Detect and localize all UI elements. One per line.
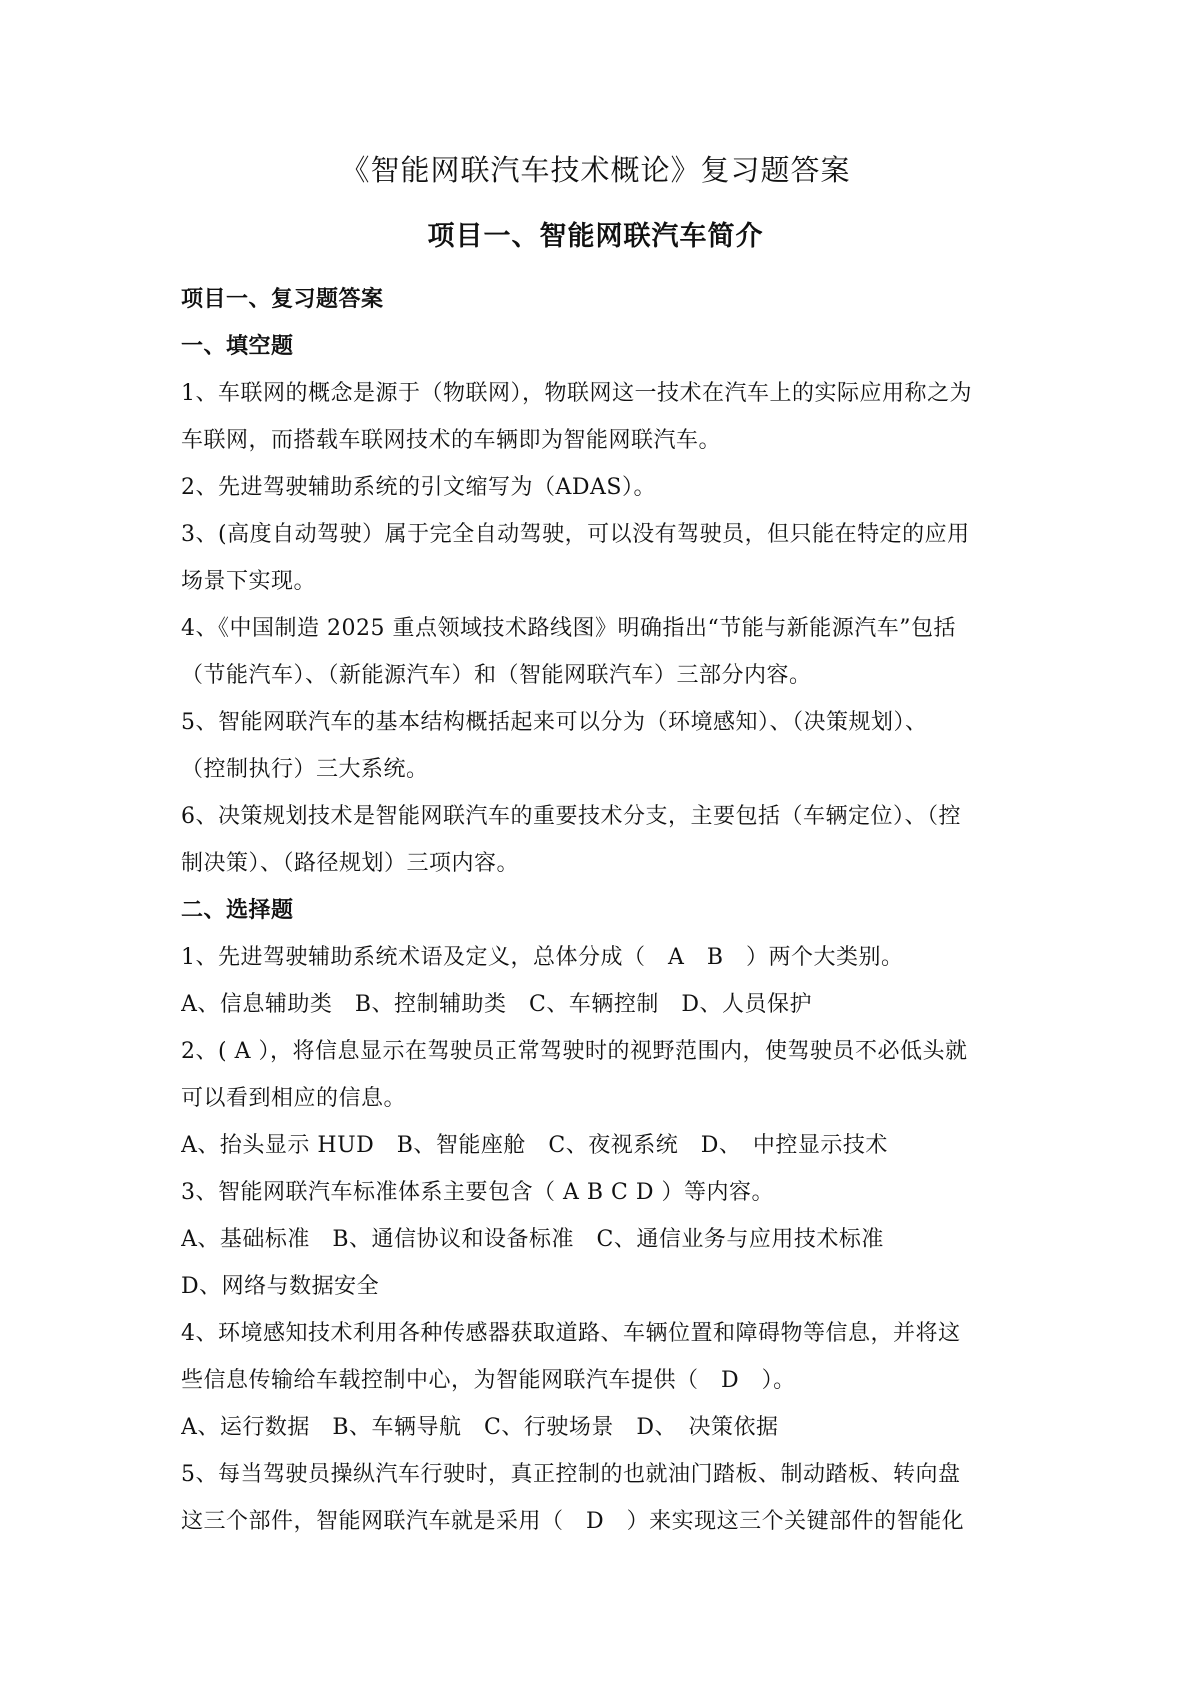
- section-title: 项目一、智能网联汽车简介: [427, 221, 764, 252]
- text-line: 3、(高度自动驾驶）属于完全自动驾驶，可以没有驾驶员，但只能在特定的应用: [181, 522, 970, 547]
- text-line: 场景下实现。: [181, 569, 317, 594]
- text-line: 2、( A ），将信息显示在驾驶员正常驾驶时的视野范围内，使驾驶员不必低头就: [181, 1039, 968, 1064]
- text-line: 些信息传输给车载控制中心，为智能网联汽车提供（ D ）。: [181, 1368, 796, 1393]
- text-line: 2、先进驾驶辅助系统的引文缩写为（ADAS）。: [181, 475, 656, 500]
- text-line: 4、环境感知技术利用各种传感器获取道路、车辆位置和障碍物等信息，并将这: [181, 1321, 961, 1346]
- text-line: A、抬头显示 HUD B、智能座舱 C、夜视系统 D、 中控显示技术: [181, 1133, 888, 1158]
- text-line: A、基础标准 B、通信协议和设备标准 C、通信业务与应用技术标准: [181, 1227, 884, 1252]
- text-line: 这三个部件，智能网联汽车就是采用（ D ）来实现这三个关键部件的智能化: [181, 1509, 965, 1534]
- text-line: 1、先进驾驶辅助系统术语及定义，总体分成（ A B ）两个大类别。: [181, 945, 904, 970]
- section-heading: 一、填空题: [181, 333, 294, 359]
- text-line: 可以看到相应的信息。: [181, 1086, 407, 1111]
- text-line: A、信息辅助类 B、控制辅助类 C、车辆控制 D、人员保护: [181, 992, 813, 1017]
- text-line: 5、每当驾驶员操纵汽车行驶时，真正控制的也就油门踏板、制动踏板、转向盘: [181, 1462, 961, 1487]
- document-title: 《智能网联汽车技术概论》复习题答案: [340, 153, 851, 187]
- text-line: 车联网，而搭载车联网技术的车辆即为智能网联汽车。: [181, 428, 722, 453]
- text-line: 3、智能网联汽车标准体系主要包含（ A B C D ）等内容。: [181, 1180, 774, 1205]
- text-line: A、运行数据 B、车辆导航 C、行驶场景 D、 决策依据: [181, 1415, 779, 1440]
- section-heading: 二、选择题: [181, 897, 294, 923]
- text-line: 制决策）、（路径规划）三项内容。: [181, 851, 520, 876]
- text-line: 5、智能网联汽车的基本结构概括起来可以分为（环境感知）、（决策规划）、: [181, 710, 928, 735]
- text-line: 6、决策规划技术是智能网联汽车的重要技术分支，主要包括（车辆定位）、（控: [181, 804, 961, 829]
- text-line: D、网络与数据安全: [181, 1274, 380, 1299]
- document-body: [181, 276, 1021, 1545]
- text-line: 1、车联网的概念是源于（物联网），物联网这一技术在汽车上的实际应用称之为: [181, 381, 972, 406]
- section-heading: 项目一、复习题答案: [181, 286, 384, 312]
- text-line: （控制执行）三大系统。: [181, 757, 429, 782]
- text-line: （节能汽车）、（新能源汽车）和（智能网联汽车）三部分内容。: [181, 663, 812, 688]
- text-line: 4、《中国制造 2025 重点领域技术路线图》明确指出“节能与新能源汽车”包括: [181, 616, 956, 641]
